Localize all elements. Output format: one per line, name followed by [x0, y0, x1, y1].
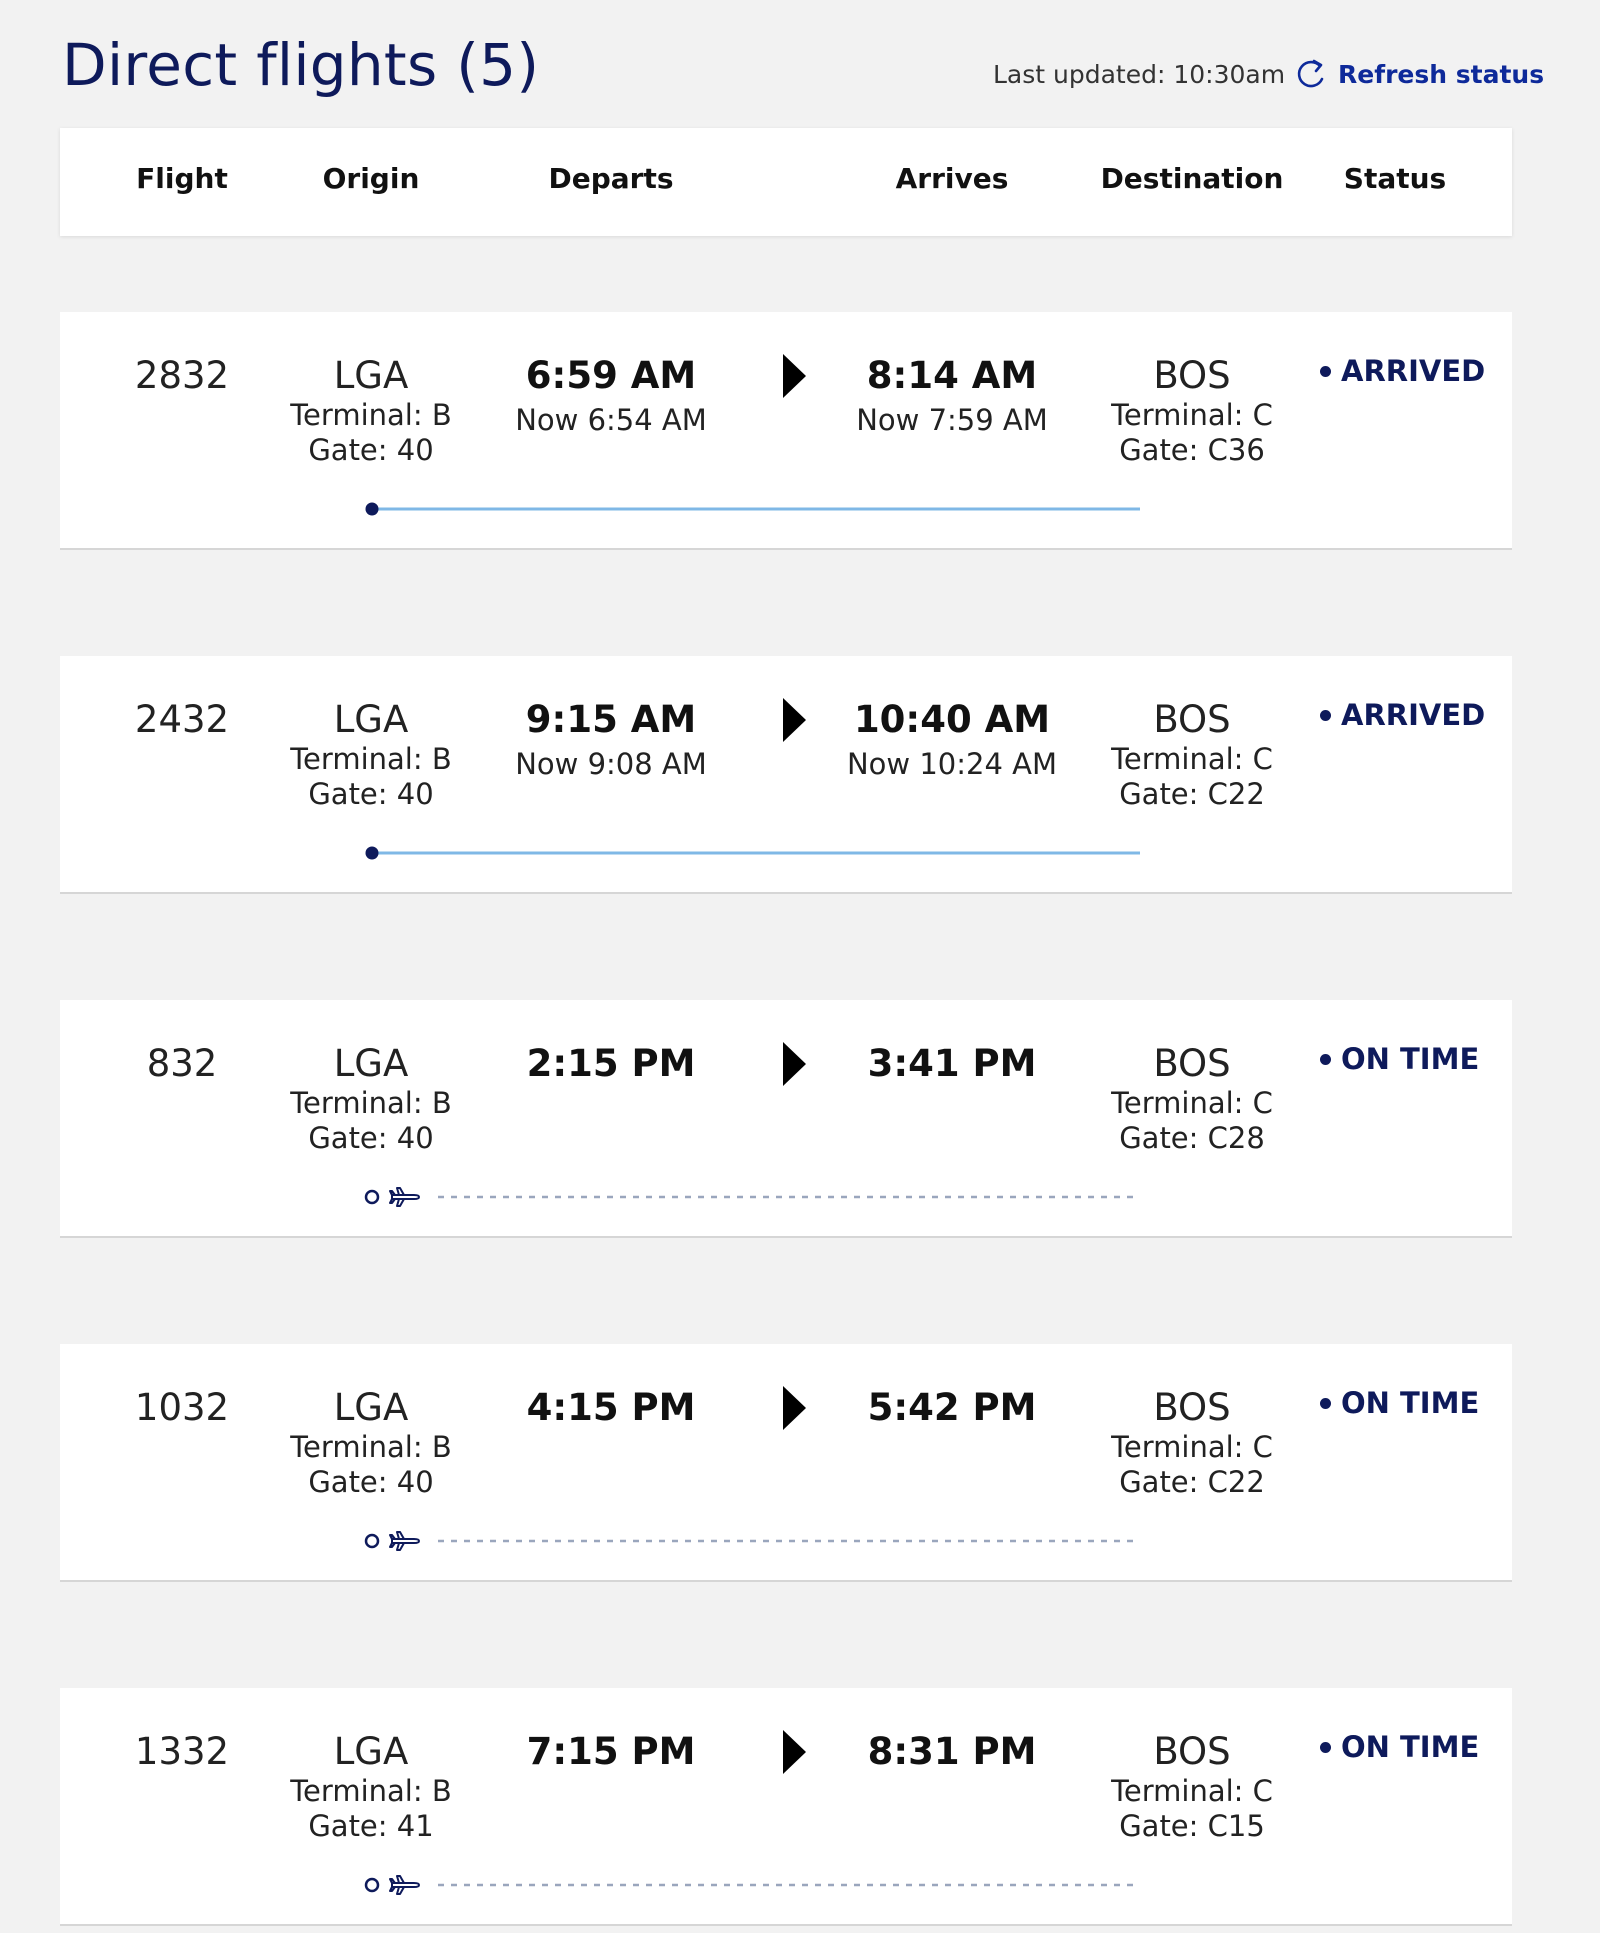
destination-gate: Gate: C28: [1119, 1121, 1265, 1155]
origin-terminal: Terminal: B: [290, 1774, 452, 1808]
destination-gate: Gate: C22: [1119, 1465, 1265, 1499]
origin-block: [290, 698, 451, 812]
flight-number: 832: [146, 1042, 218, 1085]
column-header-destination: Destination: [1100, 162, 1284, 195]
arrival-actual-time: Now 7:59 AM: [856, 403, 1048, 437]
refresh-status-label: Refresh status: [1338, 59, 1545, 89]
flight-card[interactable]: [60, 1688, 1512, 1926]
destination-airport: BOS: [1153, 698, 1231, 741]
status-label: ON TIME: [1341, 1386, 1480, 1420]
column-header-status: Status: [1343, 162, 1447, 195]
flight-progress-track: [360, 838, 1140, 868]
destination-block: [1111, 1386, 1273, 1500]
play-arrow-icon: [783, 354, 806, 398]
column-header-departs: Departs: [548, 162, 674, 195]
flight-progress-track: [360, 1526, 1140, 1556]
origin-terminal: Terminal: B: [290, 398, 452, 432]
destination-terminal: Terminal: C: [1111, 1430, 1273, 1464]
status-dot: [1320, 710, 1331, 721]
arrives-block: [868, 1386, 1037, 1430]
flight-number: 1332: [134, 1730, 230, 1773]
departure-actual-time: Now 9:08 AM: [515, 747, 707, 781]
destination-block: [1111, 354, 1273, 468]
origin-dot: [366, 1879, 378, 1891]
destination-gate: Gate: C22: [1119, 777, 1265, 811]
origin-terminal: Terminal: B: [290, 742, 452, 776]
departure-time: 7:15 PM: [526, 1730, 696, 1773]
arrival-time: 3:41 PM: [867, 1042, 1037, 1085]
page-title: Direct flights (5): [62, 31, 540, 99]
flight-progress-track: [360, 1182, 1140, 1212]
refresh-icon: [1296, 57, 1326, 91]
destination-terminal: Terminal: C: [1111, 398, 1273, 432]
destination-terminal: Terminal: C: [1111, 1086, 1273, 1120]
arrival-time: 8:31 PM: [867, 1730, 1037, 1773]
status-label: ARRIVED: [1341, 354, 1486, 388]
departure-time: 6:59 AM: [525, 354, 697, 397]
status-badge: [1320, 354, 1485, 388]
flight-card[interactable]: [60, 312, 1512, 550]
origin-airport: LGA: [333, 354, 409, 397]
status-dot: [1320, 366, 1331, 377]
last-updated-text: Last updated: 10:30am: [993, 60, 1286, 89]
play-arrow-icon: [783, 1042, 806, 1086]
status-dot: [1320, 1398, 1331, 1409]
origin-gate: Gate: 40: [308, 1465, 434, 1499]
departure-time: 4:15 PM: [526, 1386, 696, 1429]
table-header: [60, 128, 1512, 236]
arrives-block: [856, 354, 1048, 442]
flight-number: 1032: [134, 1386, 230, 1429]
departure-time: 9:15 AM: [525, 698, 697, 741]
flight-number: 2432: [134, 698, 230, 741]
flight-progress-track: [360, 1870, 1140, 1900]
origin-terminal: Terminal: B: [290, 1430, 452, 1464]
airplane-icon: [390, 1876, 419, 1894]
destination-block: [1111, 698, 1273, 812]
origin-dot: [366, 503, 379, 516]
origin-dot: [366, 847, 379, 860]
flight-card[interactable]: [60, 1000, 1512, 1238]
origin-airport: LGA: [333, 1042, 409, 1085]
origin-block: [290, 1386, 451, 1500]
origin-block: [290, 1042, 451, 1156]
departure-actual-time: Now 6:54 AM: [515, 403, 707, 437]
departs-block: [527, 1730, 696, 1774]
status-badge: [1320, 698, 1485, 732]
origin-gate: Gate: 41: [308, 1809, 434, 1843]
column-header-flight: Flight: [136, 162, 228, 195]
play-arrow-icon: [783, 698, 806, 742]
destination-airport: BOS: [1153, 354, 1231, 397]
departs-block: [515, 354, 707, 442]
origin-airport: LGA: [333, 1386, 409, 1429]
arrival-time: 10:40 AM: [853, 698, 1051, 741]
column-header-origin: Origin: [322, 162, 420, 195]
arrives-block: [868, 1042, 1037, 1086]
airplane-icon: [390, 1188, 419, 1206]
origin-block: [290, 354, 451, 468]
arrival-time: 8:14 AM: [866, 354, 1038, 397]
destination-airport: BOS: [1153, 1730, 1231, 1773]
origin-gate: Gate: 40: [308, 433, 434, 467]
play-arrow-icon: [783, 1730, 806, 1774]
origin-dot: [366, 1191, 378, 1203]
departs-block: [527, 1386, 696, 1430]
status-label: ON TIME: [1341, 1042, 1480, 1076]
flight-card[interactable]: [60, 1344, 1512, 1582]
destination-airport: BOS: [1153, 1386, 1231, 1429]
origin-gate: Gate: 40: [308, 1121, 434, 1155]
destination-gate: Gate: C15: [1119, 1809, 1265, 1843]
destination-block: [1111, 1042, 1273, 1156]
destination-terminal: Terminal: C: [1111, 742, 1273, 776]
origin-airport: LGA: [333, 1730, 409, 1773]
column-header-arrives: Arrives: [895, 162, 1009, 195]
destination-terminal: Terminal: C: [1111, 1774, 1273, 1808]
origin-dot: [366, 1535, 378, 1547]
status-badge: [1320, 1730, 1479, 1764]
status-dot: [1320, 1742, 1331, 1753]
flight-card[interactable]: [60, 656, 1512, 894]
arrives-block: [868, 1730, 1037, 1774]
flight-number: 2832: [134, 354, 230, 397]
departure-time: 2:15 PM: [526, 1042, 696, 1085]
play-arrow-icon: [783, 1386, 806, 1430]
airplane-icon: [390, 1532, 419, 1550]
status-dot: [1320, 1054, 1331, 1065]
arrival-time: 5:42 PM: [867, 1386, 1037, 1429]
flight-progress-track: [360, 494, 1140, 524]
arrival-actual-time: Now 10:24 AM: [846, 747, 1058, 781]
departs-block: [527, 1042, 696, 1086]
status-badge: [1320, 1042, 1479, 1076]
status-label: ON TIME: [1341, 1730, 1480, 1764]
origin-terminal: Terminal: B: [290, 1086, 452, 1120]
destination-airport: BOS: [1153, 1042, 1231, 1085]
destination-gate: Gate: C36: [1119, 433, 1265, 467]
status-badge: [1320, 1386, 1479, 1420]
destination-block: [1111, 1730, 1273, 1844]
arrives-block: [847, 698, 1057, 786]
origin-gate: Gate: 40: [308, 777, 434, 811]
origin-block: [290, 1730, 451, 1844]
refresh-status-button[interactable]: [1296, 54, 1544, 94]
origin-airport: LGA: [333, 698, 409, 741]
departs-block: [515, 698, 707, 786]
status-label: ARRIVED: [1341, 698, 1486, 732]
